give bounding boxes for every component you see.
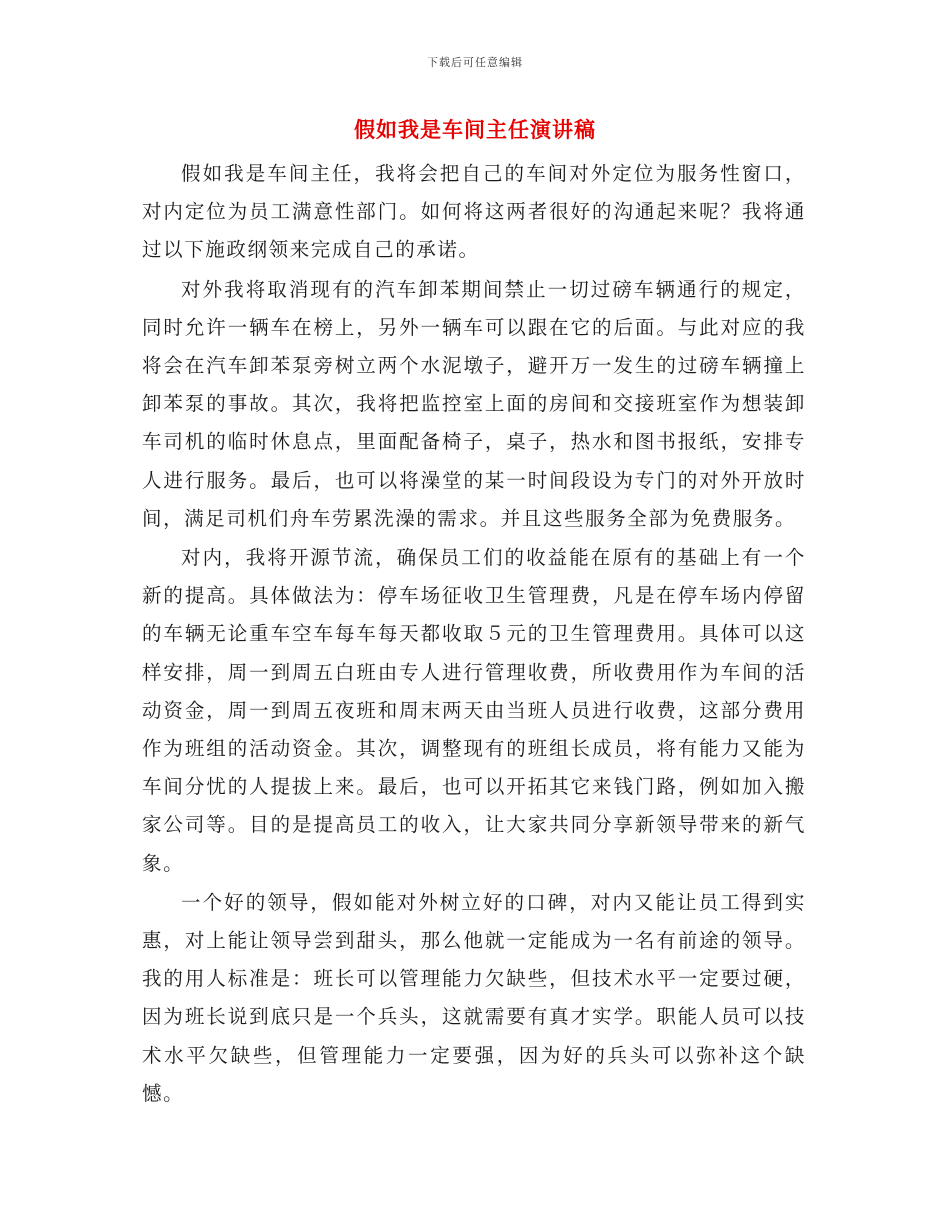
paragraph-intro: 假如我是车间主任，我将会把自己的车间对外定位为服务性窗口，对内定位为员工满意性部门。如何将这两者很好的沟通起来呢？我将通过以下施政纲领来完成自己的承诺。 (142, 162, 806, 262)
document-body (142, 155, 806, 1114)
header-note: 下载后可任意编辑 (427, 56, 523, 69)
document-title: 假如我是车间主任演讲稿 (354, 118, 596, 142)
paragraph-leadership: 一个好的领导，假如能对外树立好的口碑，对内又能让员工得到实惠，对上能让领导尝到甜头，那么他就一定能成为一名有前途的领导。我的用人标准是：班长可以管理能力欠缺些，但技术水平一定要过硬，因为班长说到底只是一个兵头，这就需要有真才实学。职能人员可以技术水平欠缺些，但管理能力一定要强，因为好的兵头可以弥补这个缺憾。 (142, 890, 806, 1105)
paragraph-internal: 对内，我将开源节流，确保员工们的收益能在原有的基础上有一个新的提高。具体做法为：停车场征收卫生管理费，凡是在停车场内停留的车辆无论重车空车每车每天都收取５元的卫生管理费用。具体可以这样安排，周一到周五白班由专人进行管理收费，所收费用作为车间的活动资金，周一到周五夜班和周末两天由当班人员进行收费，这部分费用作为班组的活动资金。其次，调整现有的班组长成员，将有能力又能为车间分忧的人提拔上来。最后，也可以开拓其它来钱门路，例如加入搬家公司等。目的是提高员工的收入，让大家共同分享新领导带来的新气象。 (142, 546, 806, 875)
paragraph-external: 对外我将取消现有的汽车卸苯期间禁止一切过磅车辆通行的规定，同时允许一辆车在榜上，另外一辆车可以跟在它的后面。与此对应的我将会在汽车卸苯泵旁树立两个水泥墩子，避开万一发生的过磅车辆撞上卸苯泵的事故。其次，我将把监控室上面的房间和交接班室作为想装卸车司机的临时休息点，里面配备椅子，桌子，热水和图书报纸，安排专人进行服务。最后，也可以将澡堂的某一时间段设为专门的对外开放时间，满足司机们舟车劳累洗澡的需求。并且这些服务全部为免费服务。 (142, 277, 806, 530)
